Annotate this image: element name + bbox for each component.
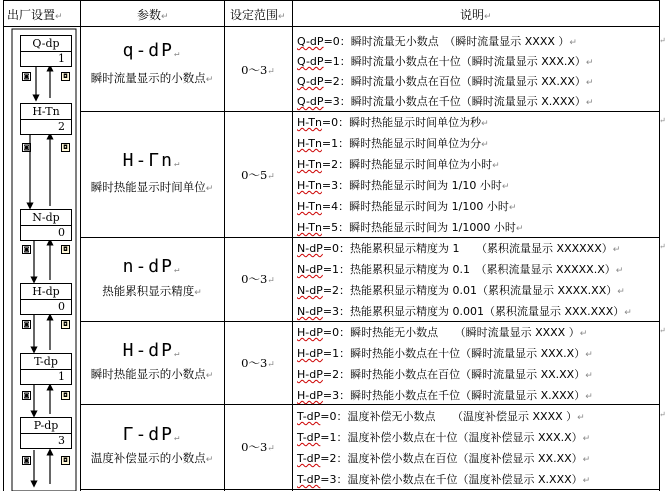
menu-box-n-dp [20,209,72,241]
set-key-icon: ◙ [23,246,30,253]
header-factory-setting: 出厂设置↵ [7,8,63,22]
set-key-icon: ◙ [23,457,30,464]
set-key-icon: ◙ [23,73,30,80]
param-code-t-dp: Γ-dP↵ [122,424,182,445]
menu-box-t-dp [20,353,72,385]
desc-line: Q-dP=1：瞬时流量小数点在十位（瞬时流量显示 XXX.X）↵ [297,55,594,68]
range-n-dp: 0～3↵ [241,272,275,286]
desc-line: T-dP=0：温度补偿无小数点 （温度补偿显示 XXXX ）↵ [297,410,585,423]
menu-box-name: N-dp [21,210,71,226]
param-label-h-dp: 瞬时热能显示的小数点↵ [90,367,214,381]
desc-line: N-dP=2：热能累积显示精度为 0.01（累积流量显示 XXXX.XX）↵ [297,284,625,297]
param-code-h-tn: H-Γn↵ [122,150,182,171]
param-label-q-dp: 瞬时流量显示的小数点↵ [90,71,214,85]
param-code-n-dp: n-dP↵ [122,256,182,277]
range-t-dp: 0～3↵ [241,440,275,454]
desc-line: H-Tn=0：瞬时热能显示时间单位为秒↵ [297,116,489,129]
set-key-icon: ◙ [23,144,30,151]
desc-line: N-dP=0：热能累积显示精度为 1 （累积流量显示 XXXXXX）↵ [297,242,621,255]
desc-line: H-dP=0：瞬时热能无小数点 （瞬时流量显示 XXXX ）↵ [297,326,588,339]
grid-col2 [224,0,225,491]
param-label-t-dp: 温度补偿显示的小数点↵ [90,451,214,465]
up-key-icon: ◘ [61,245,70,254]
desc-line: H-Tn=1：瞬时热能显示时间单位为分↵ [297,137,489,150]
edge-mark: ↵ [659,116,666,125]
header-parameter: 参数↵ [137,8,169,22]
set-key-icon: ◙ [23,321,30,328]
desc-line: H-dP=1：瞬时热能小数点在十位（瞬时流量显示 XXX.X）↵ [297,347,593,360]
grid-header-bottom [3,26,660,27]
menu-box-value: 0 [58,300,65,313]
desc-line: H-Tn=2：瞬时热能显示时间单位为小时↵ [297,158,500,171]
grid-row2-bottom [80,237,660,238]
param-code-h-dp: H-dP↵ [122,340,182,361]
menu-box-q-dp [20,35,72,67]
desc-line: N-dP=1：热能累积显示精度为 0.1 （累积流量显示 XXXXX.X）↵ [297,263,624,276]
up-key-icon: ◘ [61,72,70,81]
grid-col3 [292,0,293,491]
menu-box-name: H-Tn [21,104,71,120]
grid-top [3,0,660,1]
desc-line: Q-dP=2：瞬时流量小数点在百位（瞬时流量显示 XX.XX）↵ [297,75,594,88]
grid-col1 [80,0,81,491]
menu-box-p-dp [20,417,72,449]
grid-row1-bottom [80,111,660,112]
up-key-icon: ◘ [61,143,70,152]
menu-box-value: 0 [58,226,65,239]
edge-mark: ↵ [659,410,666,419]
menu-box-h-tn [20,103,72,135]
desc-line: H-Tn=4：瞬时热能显示时间为 1/100 小时↵ [297,200,517,213]
menu-box-value: 3 [58,434,65,447]
menu-box-value: 1 [58,370,65,383]
desc-line: T-dP=3：温度补偿小数点在千位（温度补偿显示 X.XXX）↵ [297,473,591,486]
desc-line: H-dP=3：瞬时热能小数点在千位（瞬时流量显示 X.XXX）↵ [297,389,593,402]
set-key-icon: ◙ [23,392,30,399]
desc-line: H-dP=2：瞬时热能小数点在百位（瞬时流量显示 XX.XX）↵ [297,368,593,381]
menu-box-value: 2 [58,120,65,133]
range-q-dp: 0～3↵ [241,63,275,77]
up-key-icon: ◘ [61,456,70,465]
menu-box-h-dp [20,283,72,315]
grid-row5-bottom [80,489,660,490]
desc-line: Q-dP=0：瞬时流量无小数点 （瞬时流量显示 XXXX ）↵ [297,35,577,48]
menu-box-name: Q-dp [21,36,71,52]
edge-mark: ↵ [659,36,666,45]
range-h-tn: 0～5↵ [241,168,275,182]
grid-row4-bottom [80,404,660,405]
edge-mark: ↵ [659,242,666,251]
desc-line: T-dP=2：温度补偿小数点在百位（温度补偿显示 XX.XX）↵ [297,452,591,465]
desc-line: T-dP=1：温度补偿小数点在十位（温度补偿显示 XXX.X）↵ [297,431,591,444]
param-label-n-dp: 热能累积显示精度↵ [102,284,202,298]
desc-line: Q-dP=3：瞬时流量小数点在千位（瞬时流量显示 X.XXX）↵ [297,95,594,108]
desc-line: H-Tn=3：瞬时热能显示时间为 1/10 小时↵ [297,179,510,192]
up-key-icon: ◘ [61,391,70,400]
edge-mark: ↵ [659,326,666,335]
range-h-dp: 0～3↵ [241,356,275,370]
header-description: 说明↵ [460,8,492,22]
desc-line: N-dP=3：热能累积显示精度为 0.001（累积流量显示 XXX.XXX）↵ [297,305,632,318]
menu-box-name: T-dp [21,354,71,370]
menu-box-name: P-dp [21,418,71,434]
param-code-q-dp: q-dP↵ [122,40,182,61]
header-setting-range: 设定范围↵ [230,8,286,22]
desc-line: H-Tn=5：瞬时热能显示时间为 1/1000 小时↵ [297,221,524,234]
param-label-h-tn: 瞬时热能显示时间单位↵ [90,180,214,194]
grid-row3-bottom [80,321,660,322]
menu-box-name: H-dp [21,284,71,300]
menu-box-value: 1 [58,52,65,65]
up-key-icon: ◘ [61,320,70,329]
